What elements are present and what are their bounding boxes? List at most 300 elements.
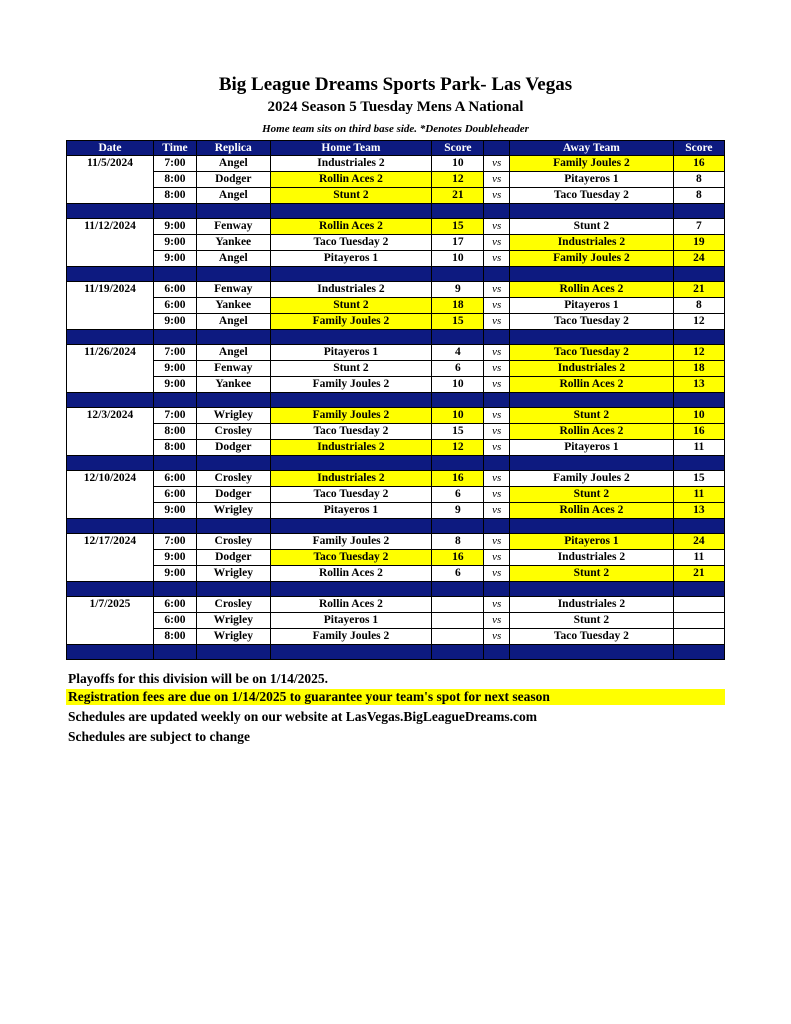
away-score: 18 [673,361,724,377]
game-replica-field: Yankee [196,298,270,314]
game-date [67,424,154,440]
game-date: 11/5/2024 [67,156,154,172]
game-row [67,534,725,550]
away-team: Industriales 2 [510,597,674,613]
vs-label: vs [484,235,510,251]
separator-cell [67,204,154,219]
separator-cell [270,519,432,534]
game-date: 11/26/2024 [67,345,154,361]
game-time: 9:00 [153,503,196,519]
away-team: Stunt 2 [510,408,674,424]
game-date [67,613,154,629]
vs-label: vs [484,345,510,361]
separator-cell [510,519,674,534]
vs-label: vs [484,219,510,235]
away-team: Pitayeros 1 [510,440,674,456]
separator-cell [67,456,154,471]
game-replica-field: Yankee [196,235,270,251]
game-time: 8:00 [153,172,196,188]
separator-cell [484,456,510,471]
game-row [67,298,725,314]
vs-label: vs [484,487,510,503]
separator-cell [153,204,196,219]
game-replica-field: Yankee [196,377,270,393]
home-team: Taco Tuesday 2 [270,235,432,251]
separator-cell [153,330,196,345]
separator-cell [196,456,270,471]
game-time: 9:00 [153,251,196,267]
game-replica-field: Wrigley [196,503,270,519]
separator-cell [484,267,510,282]
vs-label: vs [484,377,510,393]
separator-cell [153,393,196,408]
vs-label: vs [484,550,510,566]
col-header-away-team: Away Team [510,141,674,156]
home-score: 10 [432,156,484,172]
home-score: 15 [432,314,484,330]
home-score: 17 [432,235,484,251]
separator-cell [510,393,674,408]
col-header-home-team: Home Team [270,141,432,156]
away-team: Stunt 2 [510,566,674,582]
home-team: Industriales 2 [270,440,432,456]
away-team: Rollin Aces 2 [510,503,674,519]
vs-label: vs [484,566,510,582]
away-team: Taco Tuesday 2 [510,188,674,204]
schedule-table [66,140,725,660]
game-replica-field: Dodger [196,440,270,456]
game-date [67,251,154,267]
game-row [67,361,725,377]
game-replica-field: Wrigley [196,566,270,582]
game-date [67,314,154,330]
separator-cell [153,267,196,282]
separator-cell [67,267,154,282]
separator-cell [196,267,270,282]
away-team: Rollin Aces 2 [510,377,674,393]
game-time: 9:00 [153,235,196,251]
away-score [673,629,724,645]
game-date [67,377,154,393]
home-team: Family Joules 2 [270,408,432,424]
away-score: 15 [673,471,724,487]
separator-cell [673,330,724,345]
home-score: 10 [432,251,484,267]
separator-cell [432,330,484,345]
home-team: Pitayeros 1 [270,503,432,519]
away-team: Pitayeros 1 [510,298,674,314]
separator-cell [673,393,724,408]
separator-cell [510,330,674,345]
game-date [67,298,154,314]
website-notice: Schedules are updated weekly on our website at LasVegas.BigLeagueDreams.com [68,709,538,724]
away-team: Family Joules 2 [510,251,674,267]
away-team: Family Joules 2 [510,156,674,172]
separator-cell [673,456,724,471]
game-replica-field: Dodger [196,550,270,566]
away-score [673,613,724,629]
table-header-row [67,141,725,156]
away-score: 24 [673,534,724,550]
away-team: Stunt 2 [510,613,674,629]
game-time: 7:00 [153,408,196,424]
page-title: Big League Dreams Sports Park- Las Vegas [218,74,573,95]
game-date [67,629,154,645]
separator-cell [196,204,270,219]
game-replica-field: Fenway [196,282,270,298]
separator-cell [67,330,154,345]
vs-label: vs [484,156,510,172]
home-score: 18 [432,298,484,314]
away-score: 13 [673,503,724,519]
registration-notice: Registration fees are due on 1/14/2025 to guarantee your team's spot for next season [66,689,725,705]
game-replica-field: Dodger [196,487,270,503]
away-team: Taco Tuesday 2 [510,345,674,361]
game-row [67,188,725,204]
week-separator [67,330,725,345]
away-score: 16 [673,156,724,172]
game-time: 7:00 [153,156,196,172]
away-score: 8 [673,188,724,204]
vs-label: vs [484,172,510,188]
game-time: 6:00 [153,487,196,503]
home-score: 12 [432,440,484,456]
col-header-away-score: Score [673,141,724,156]
away-team: Stunt 2 [510,487,674,503]
game-row [67,172,725,188]
separator-cell [432,204,484,219]
home-score: 15 [432,424,484,440]
away-score: 8 [673,298,724,314]
home-score: 6 [432,487,484,503]
game-time: 9:00 [153,377,196,393]
separator-cell [484,582,510,597]
home-score: 4 [432,345,484,361]
away-score: 12 [673,314,724,330]
home-team: Pitayeros 1 [270,613,432,629]
game-date: 11/12/2024 [67,219,154,235]
separator-cell [153,519,196,534]
home-team: Family Joules 2 [270,534,432,550]
vs-label: vs [484,424,510,440]
away-score: 12 [673,345,724,361]
col-header-replica: Replica [196,141,270,156]
game-time: 9:00 [153,550,196,566]
game-replica-field: Wrigley [196,629,270,645]
away-score: 16 [673,424,724,440]
vs-label: vs [484,314,510,330]
game-time: 6:00 [153,471,196,487]
separator-cell [673,519,724,534]
game-time: 9:00 [153,314,196,330]
home-team: Industriales 2 [270,471,432,487]
separator-cell [153,582,196,597]
game-row [67,550,725,566]
game-replica-field: Wrigley [196,613,270,629]
separator-cell [510,267,674,282]
schedule-body [67,156,725,660]
game-time: 8:00 [153,440,196,456]
game-row [67,235,725,251]
away-score: 7 [673,219,724,235]
game-replica-field: Crosley [196,597,270,613]
away-score [673,597,724,613]
game-date [67,172,154,188]
schedule-note: Home team sits on third base side. *Denotes Doubleheader [262,123,529,135]
home-team: Rollin Aces 2 [270,172,432,188]
game-row [67,424,725,440]
separator-cell [270,330,432,345]
game-replica-field: Crosley [196,471,270,487]
home-score: 10 [432,377,484,393]
game-replica-field: Dodger [196,172,270,188]
game-date [67,361,154,377]
game-date: 11/19/2024 [67,282,154,298]
game-row [67,219,725,235]
separator-cell [432,582,484,597]
separator-cell [153,645,196,660]
away-team: Stunt 2 [510,219,674,235]
home-team: Stunt 2 [270,361,432,377]
separator-cell [196,393,270,408]
game-row [67,314,725,330]
game-time: 8:00 [153,424,196,440]
separator-cell [196,519,270,534]
away-score: 21 [673,282,724,298]
away-team: Industriales 2 [510,361,674,377]
separator-cell [67,645,154,660]
game-time: 7:00 [153,345,196,361]
game-time: 7:00 [153,534,196,550]
week-separator [67,393,725,408]
separator-cell [67,393,154,408]
home-score: 6 [432,566,484,582]
away-score: 11 [673,550,724,566]
separator-cell [67,582,154,597]
separator-cell [270,645,432,660]
game-row [67,566,725,582]
game-replica-field: Crosley [196,534,270,550]
game-row [67,345,725,361]
vs-label: vs [484,534,510,550]
home-score: 12 [432,172,484,188]
vs-label: vs [484,282,510,298]
away-score: 11 [673,440,724,456]
separator-cell [673,582,724,597]
separator-cell [196,582,270,597]
separator-cell [270,267,432,282]
away-team: Industriales 2 [510,550,674,566]
game-time: 6:00 [153,282,196,298]
col-header-time: Time [153,141,196,156]
game-date: 12/17/2024 [67,534,154,550]
home-score: 6 [432,361,484,377]
col-header-home-score: Score [432,141,484,156]
game-row [67,487,725,503]
week-separator [67,645,725,660]
separator-cell [484,519,510,534]
home-score [432,597,484,613]
away-score: 11 [673,487,724,503]
game-replica-field: Angel [196,345,270,361]
game-replica-field: Angel [196,251,270,267]
game-row [67,503,725,519]
game-time: 9:00 [153,219,196,235]
week-separator [67,267,725,282]
separator-cell [270,582,432,597]
separator-cell [432,645,484,660]
home-team: Taco Tuesday 2 [270,424,432,440]
separator-cell [673,645,724,660]
separator-cell [510,456,674,471]
home-score: 16 [432,471,484,487]
game-date [67,487,154,503]
away-team: Rollin Aces 2 [510,282,674,298]
home-team: Stunt 2 [270,188,432,204]
home-team: Rollin Aces 2 [270,597,432,613]
game-time: 9:00 [153,361,196,377]
separator-cell [510,204,674,219]
vs-label: vs [484,298,510,314]
home-team: Taco Tuesday 2 [270,550,432,566]
away-team: Family Joules 2 [510,471,674,487]
home-score: 21 [432,188,484,204]
game-date [67,440,154,456]
home-team: Pitayeros 1 [270,345,432,361]
separator-cell [484,645,510,660]
vs-label: vs [484,471,510,487]
separator-cell [484,330,510,345]
game-date: 1/7/2025 [67,597,154,613]
game-row [67,597,725,613]
home-score: 8 [432,534,484,550]
game-replica-field: Angel [196,188,270,204]
game-date [67,503,154,519]
disclaimer-notice: Schedules are subject to change [68,729,250,744]
vs-label: vs [484,440,510,456]
vs-label: vs [484,251,510,267]
separator-cell [510,645,674,660]
game-date [67,550,154,566]
game-replica-field: Wrigley [196,408,270,424]
week-separator [67,204,725,219]
vs-label: vs [484,613,510,629]
away-team: Pitayeros 1 [510,534,674,550]
separator-cell [484,204,510,219]
separator-cell [484,393,510,408]
home-score: 16 [432,550,484,566]
home-score: 15 [432,219,484,235]
week-separator [67,582,725,597]
col-header-vs [484,141,510,156]
game-row [67,440,725,456]
game-row [67,471,725,487]
separator-cell [673,204,724,219]
separator-cell [673,267,724,282]
separator-cell [432,456,484,471]
home-team: Stunt 2 [270,298,432,314]
game-time: 8:00 [153,629,196,645]
home-team: Family Joules 2 [270,629,432,645]
game-replica-field: Fenway [196,361,270,377]
away-score: 21 [673,566,724,582]
away-team: Rollin Aces 2 [510,424,674,440]
home-score [432,613,484,629]
game-row [67,282,725,298]
week-separator [67,519,725,534]
vs-label: vs [484,408,510,424]
away-team: Pitayeros 1 [510,172,674,188]
separator-cell [270,393,432,408]
game-time: 6:00 [153,613,196,629]
game-replica-field: Crosley [196,424,270,440]
away-team: Industriales 2 [510,235,674,251]
away-score: 13 [673,377,724,393]
separator-cell [67,519,154,534]
away-score: 24 [673,251,724,267]
separator-cell [270,204,432,219]
game-date [67,188,154,204]
playoffs-notice: Playoffs for this division will be on 1/14/2025. [68,671,329,686]
vs-label: vs [484,188,510,204]
home-score: 10 [432,408,484,424]
home-score [432,629,484,645]
game-row [67,613,725,629]
separator-cell [432,393,484,408]
game-date [67,566,154,582]
game-time: 6:00 [153,298,196,314]
game-row [67,408,725,424]
home-team: Family Joules 2 [270,377,432,393]
home-team: Industriales 2 [270,156,432,172]
separator-cell [270,456,432,471]
home-score: 9 [432,282,484,298]
game-row [67,251,725,267]
separator-cell [196,330,270,345]
separator-cell [196,645,270,660]
home-score: 9 [432,503,484,519]
separator-cell [153,456,196,471]
game-row [67,156,725,172]
game-date [67,235,154,251]
col-header-date: Date [67,141,154,156]
vs-label: vs [484,597,510,613]
game-time: 6:00 [153,597,196,613]
away-team: Taco Tuesday 2 [510,314,674,330]
home-team: Taco Tuesday 2 [270,487,432,503]
game-date: 12/3/2024 [67,408,154,424]
home-team: Industriales 2 [270,282,432,298]
home-team: Rollin Aces 2 [270,566,432,582]
away-team: Taco Tuesday 2 [510,629,674,645]
page-subtitle: 2024 Season 5 Tuesday Mens A National [267,99,524,115]
home-team: Pitayeros 1 [270,251,432,267]
separator-cell [510,582,674,597]
vs-label: vs [484,361,510,377]
game-time: 8:00 [153,188,196,204]
vs-label: vs [484,503,510,519]
away-score: 8 [673,172,724,188]
game-replica-field: Angel [196,314,270,330]
game-date: 12/10/2024 [67,471,154,487]
vs-label: vs [484,629,510,645]
away-score: 10 [673,408,724,424]
away-score: 19 [673,235,724,251]
week-separator [67,456,725,471]
game-replica-field: Angel [196,156,270,172]
game-replica-field: Fenway [196,219,270,235]
home-team: Rollin Aces 2 [270,219,432,235]
